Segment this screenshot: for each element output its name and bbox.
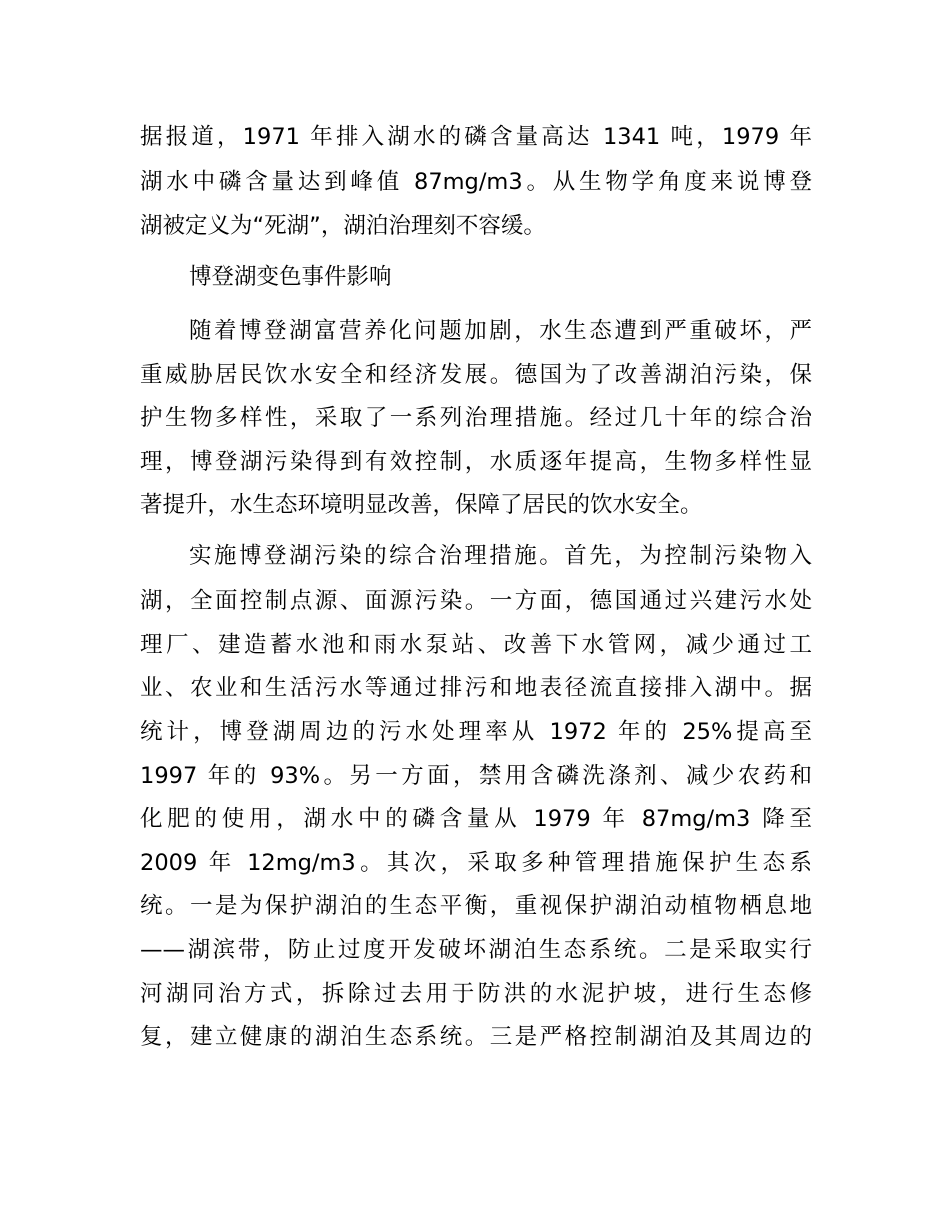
paragraph-line: 据报道，1971 年排入湖水的磷含量高达 1341 吨，1979 年 bbox=[140, 124, 812, 150]
paragraph-line: 2009 年 12mg/m3。其次，采取多种管理措施保护生态系 bbox=[140, 850, 812, 876]
section-heading: 博登湖变色事件影响 bbox=[189, 264, 392, 290]
paragraph-line: 统。一是为保护湖泊的生态平衡，重视保护湖泊动植物栖息地 bbox=[140, 893, 812, 919]
paragraph-line: 实施博登湖污染的综合治理措施。首先，为控制污染物入 bbox=[189, 543, 812, 569]
paragraph-line: 湖被定义为“死湖”，湖泊治理刻不容缓。 bbox=[140, 213, 546, 239]
paragraph-line: 湖，全面控制点源、面源污染。一方面，德国通过兴建污水处 bbox=[140, 588, 812, 614]
paragraph-line: 河湖同治方式，拆除过去用于防洪的水泥护坡，进行生态修 bbox=[140, 981, 812, 1007]
paragraph-line: 随着博登湖富营养化问题加剧，水生态遭到严重破坏，严 bbox=[189, 318, 812, 344]
paragraph-line: 统计，博登湖周边的污水处理率从 1972 年的 25%提高至 bbox=[140, 719, 812, 745]
paragraph-line: 理厂、建造蓄水池和雨水泵站、改善下水管网，减少通过工 bbox=[140, 632, 812, 658]
paragraph-line: ——湖滨带，防止过度开发破坏湖泊生态系统。二是采取实行 bbox=[140, 937, 812, 963]
paragraph-line: 业、农业和生活污水等通过排污和地表径流直接排入湖中。据 bbox=[140, 675, 812, 701]
paragraph-line: 1997 年的 93%。另一方面，禁用含磷洗涤剂、减少农药和 bbox=[140, 763, 812, 789]
paragraph-line: 湖水中磷含量达到峰值 87mg/m3。从生物学角度来说博登 bbox=[140, 169, 812, 195]
paragraph-line: 重威胁居民饮水安全和经济发展。德国为了改善湖泊污染，保 bbox=[140, 362, 812, 388]
paragraph-line: 化肥的使用，湖水中的磷含量从 1979 年 87mg/m3 降至 bbox=[140, 806, 812, 832]
paragraph-line: 护生物多样性，采取了一系列治理措施。经过几十年的综合治 bbox=[140, 405, 812, 431]
paragraph-line: 复，建立健康的湖泊生态系统。三是严格控制湖泊及其周边的 bbox=[140, 1024, 812, 1050]
paragraph-line: 著提升，水生态环境明显改善，保障了居民的饮水安全。 bbox=[140, 492, 703, 518]
paragraph-line: 理，博登湖污染得到有效控制，水质逐年提高，生物多样性显 bbox=[140, 449, 812, 475]
